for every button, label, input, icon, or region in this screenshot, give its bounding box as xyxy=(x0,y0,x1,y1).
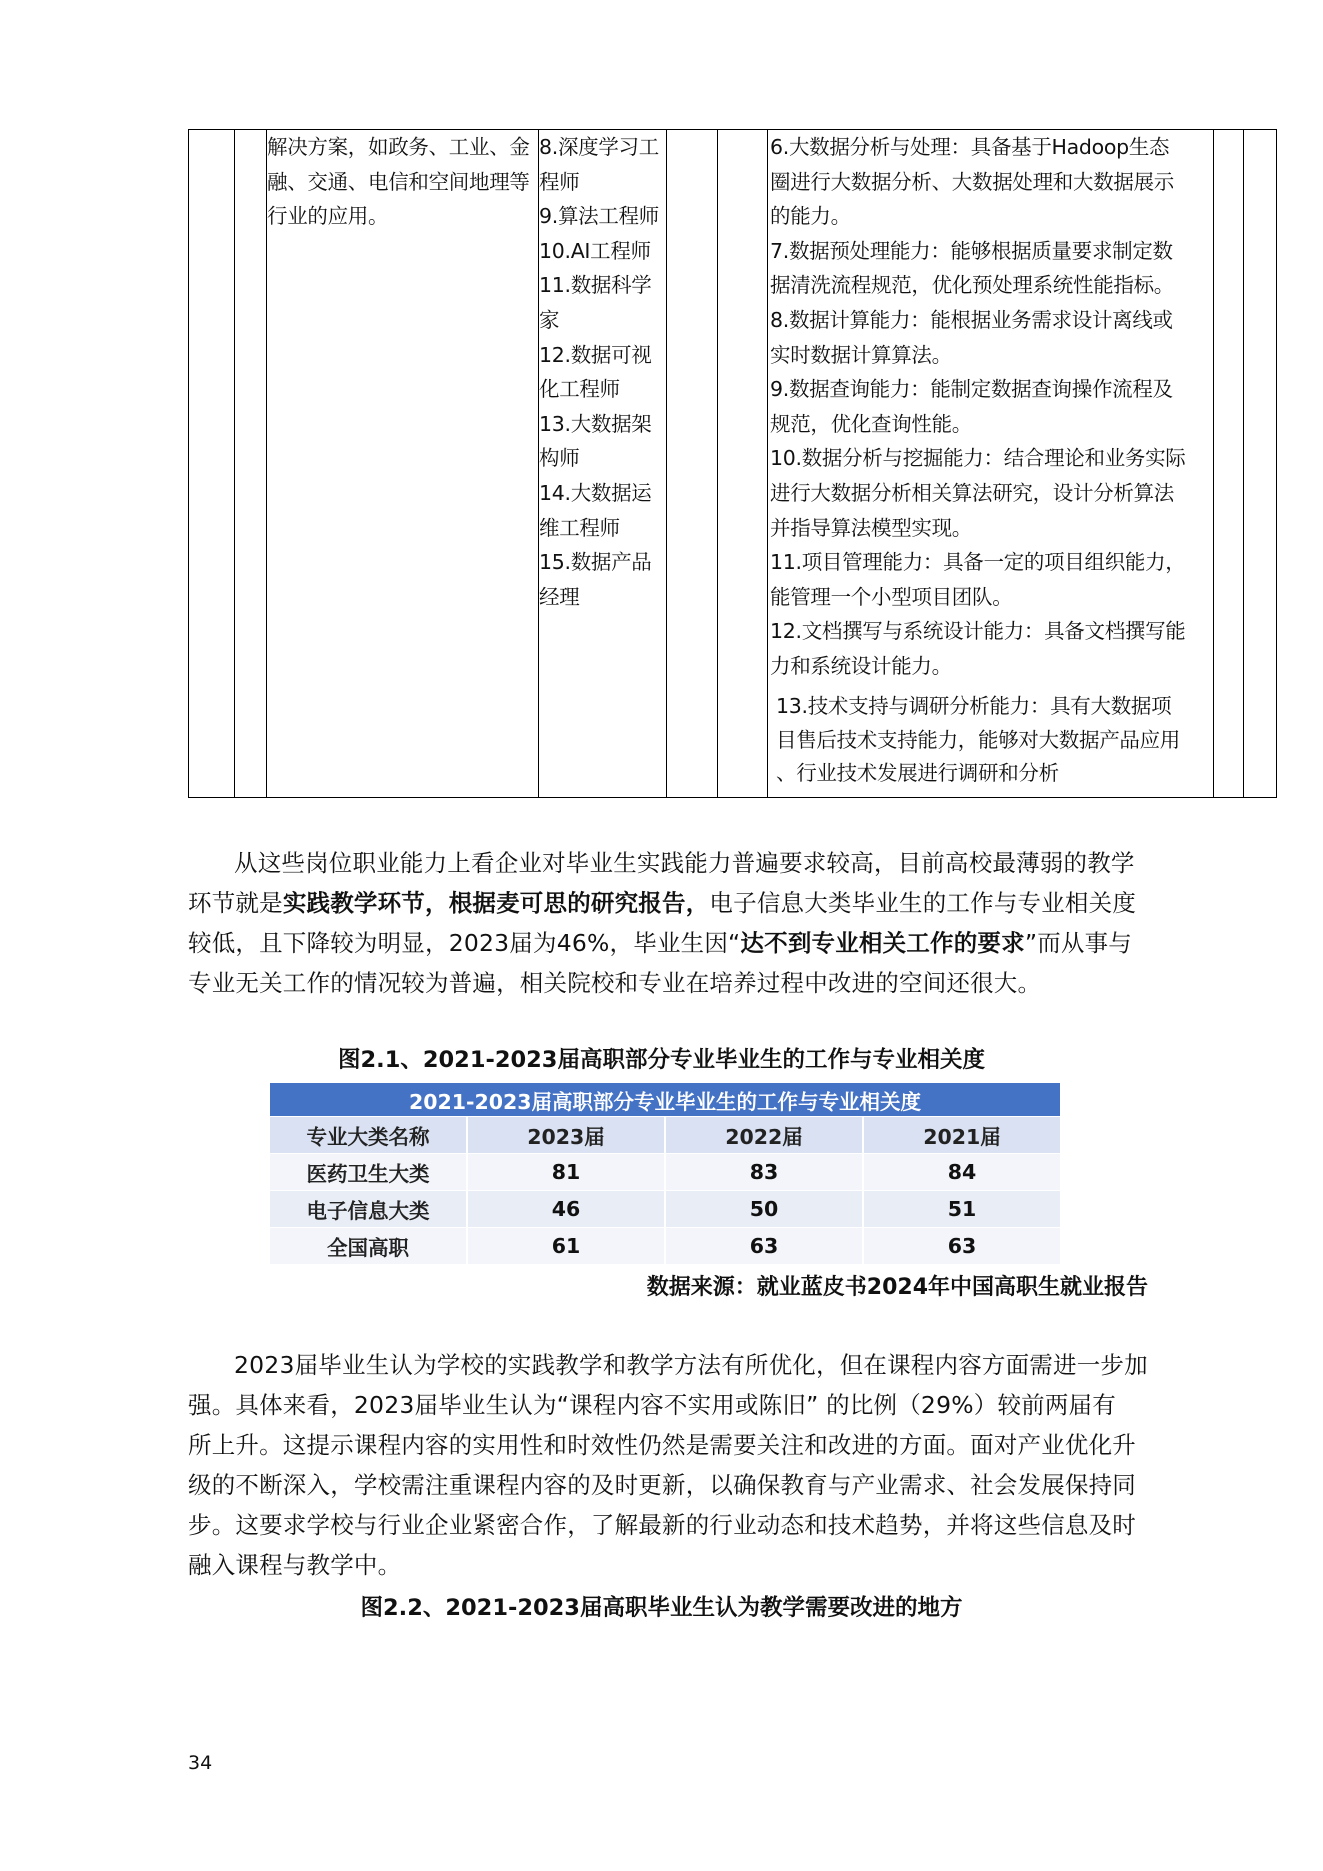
position-item-line: 12.数据可视 xyxy=(539,342,652,367)
text-run: ”而从事与 xyxy=(1024,929,1133,957)
position-item-line: 15.数据产品 xyxy=(539,550,652,575)
position-item-line: 维工程师 xyxy=(539,515,620,540)
ability-line: 圈进行大数据分析、大数据处理和大数据展示 xyxy=(770,169,1174,194)
bold-text: 实践教学环节，根据麦可思的研究报告， xyxy=(282,889,710,917)
ability-line: 能管理一个小型项目团队。 xyxy=(770,584,1013,609)
position-item-line: 构师 xyxy=(539,446,580,471)
ability-line: 目售后技术支持能力，能够对大数据产品应用 xyxy=(776,727,1180,752)
paragraph-line: 级的不断深入，学校需注重课程内容的及时更新，以确保教育与产业需求、社会发展保持同 xyxy=(188,1471,1136,1499)
paragraph-line xyxy=(188,883,1136,923)
paragraph-line: 融入课程与教学中。 xyxy=(188,1551,402,1579)
solutions-cell xyxy=(267,130,539,798)
column-header: 2022届 xyxy=(666,1117,864,1154)
column-header: 2023届 xyxy=(468,1117,666,1154)
ability-line: 进行大数据分析相关算法研究，设计分析算法 xyxy=(770,480,1174,505)
ability-line: 13.技术支持与调研分析能力：具有大数据项 xyxy=(776,694,1172,718)
position-item-line: 经理 xyxy=(539,584,580,609)
ability-line: 11.项目管理能力：具备一定的项目组织能力， xyxy=(770,550,1186,575)
table-row xyxy=(270,1191,1062,1228)
ability-line: 实时数据计算算法。 xyxy=(770,342,952,367)
table-cell: 63 xyxy=(666,1228,864,1265)
position-item-line: 化工程师 xyxy=(539,377,620,402)
ability-line: 的能力。 xyxy=(770,204,851,229)
text-run: 环节就是 xyxy=(188,889,283,917)
column-header: 专业大类名称 xyxy=(270,1117,468,1154)
table-cell: 51 xyxy=(864,1191,1062,1228)
ability-line: 力和系统设计能力。 xyxy=(770,653,952,678)
ability-line: 据清洗流程规范，优化预处理系统性能指标。 xyxy=(770,273,1174,298)
paragraph-line: 强。具体来看，2023届毕业生认为“课程内容不实用或陈旧” 的比例（29%）较前两届有 xyxy=(188,1391,1116,1419)
ability-line: 9.数据查询能力：能制定数据查询操作流程及 xyxy=(770,377,1173,402)
table-row xyxy=(270,1228,1062,1265)
position-item-line: 14.大数据运 xyxy=(539,480,652,505)
empty-cell xyxy=(1244,130,1277,798)
cell-line: 解决方案，如政务、工业、金 xyxy=(267,135,530,159)
ability-line: 6.大数据分析与处理：具备基于Hadoop生态 xyxy=(770,135,1170,159)
table-cell: 50 xyxy=(666,1191,864,1228)
table-row xyxy=(270,1154,1062,1191)
table-cell: 84 xyxy=(864,1154,1062,1191)
table-banner-title: 2021-2023届高职部分专业毕业生的工作与专业相关度 xyxy=(270,1083,1062,1117)
ability-line: 7.数据预处理能力：能够根据质量要求制定数 xyxy=(770,238,1173,263)
data-source-note: 数据来源：就业蓝皮书2024年中国高职生就业报告 xyxy=(646,1275,1148,1300)
text-run: 较低，且下降较为明显，2023届为46%，毕业生因“ xyxy=(188,929,741,957)
paragraph-curriculum xyxy=(188,1345,1148,1585)
position-item-line: 11.数据科学 xyxy=(539,273,652,298)
figure-caption: 图2.2、2021-2023届高职毕业生认为教学需要改进的地方 xyxy=(360,1595,963,1621)
ability-line: 规范，优化查询性能。 xyxy=(770,411,972,436)
relevance-table xyxy=(270,1083,1062,1265)
positions-list xyxy=(539,130,666,614)
cell-line: 融、交通、电信和空间地理等 xyxy=(267,169,530,194)
paragraph-line xyxy=(188,923,1136,963)
table-cell: 63 xyxy=(864,1228,1062,1265)
table-cell: 81 xyxy=(468,1154,666,1191)
empty-cell xyxy=(235,130,267,798)
ability-line: 12.文档撰写与系统设计能力：具备文档撰写能 xyxy=(770,619,1186,644)
ability-line: 10.数据分析与挖掘能力：结合理论和业务实际 xyxy=(770,446,1186,471)
text-run: 电子信息大类毕业生的工作与专业相关度 xyxy=(709,889,1137,917)
abilities-last-item xyxy=(776,690,1180,791)
empty-cell xyxy=(189,130,235,798)
table-cell: 全国高职 xyxy=(270,1228,468,1265)
empty-cell xyxy=(718,130,768,798)
paragraph-line: 步。这要求学校与行业企业紧密合作，了解最新的行业动态和技术趋势，并将这些信息及时 xyxy=(188,1511,1136,1539)
table-cell: 医药卫生大类 xyxy=(270,1154,468,1191)
page-number: 34 xyxy=(188,1752,213,1774)
position-item-line: 9.算法工程师 xyxy=(539,204,659,229)
column-header: 2021届 xyxy=(864,1117,1062,1154)
ability-line: 并指导算法模型实现。 xyxy=(770,515,972,540)
ability-line: 、行业技术发展进行调研和分析 xyxy=(776,761,1059,785)
table-cell: 83 xyxy=(666,1154,864,1191)
figure-caption: 图2.1、2021-2023届高职部分专业毕业生的工作与专业相关度 xyxy=(338,1047,985,1073)
abilities-list xyxy=(768,130,1213,684)
paragraph-line: 所上升。这提示课程内容的实用性和时效性仍然是需要关注和改进的方面。面对产业优化升 xyxy=(188,1431,1136,1459)
empty-cell xyxy=(1214,130,1244,798)
position-item-line: 8.深度学习工 xyxy=(539,135,659,159)
position-item-line: 10.AI工程师 xyxy=(539,238,651,263)
bold-text: 达不到专业相关工作的要求 xyxy=(740,929,1025,957)
table-cell: 电子信息大类 xyxy=(270,1191,468,1228)
cell-line: 行业的应用。 xyxy=(267,204,389,229)
position-item-line: 家 xyxy=(539,307,560,332)
table-cell: 61 xyxy=(468,1228,666,1265)
paragraph-line: 2023届毕业生认为学校的实践教学和教学方法有所优化，但在课程内容方面需进一步加 xyxy=(234,1351,1148,1379)
table-cell: 46 xyxy=(468,1191,666,1228)
paragraph-line: 专业无关工作的情况较为普遍，相关院校和专业在培养过程中改进的空间还很大。 xyxy=(188,969,1042,997)
paragraph-line: 从这些岗位职业能力上看企业对毕业生实践能力普遍要求较高，目前高校最薄弱的教学 xyxy=(234,849,1135,877)
competency-table xyxy=(188,129,1277,798)
position-item-line: 程师 xyxy=(539,169,580,194)
abilities-cell xyxy=(768,130,1214,798)
paragraph-practice xyxy=(188,843,1136,1003)
positions-cell xyxy=(539,130,667,798)
empty-cell xyxy=(667,130,718,798)
position-item-line: 13.大数据架 xyxy=(539,411,652,436)
solutions-text xyxy=(267,130,538,234)
ability-line: 8.数据计算能力：能根据业务需求设计离线或 xyxy=(770,307,1173,332)
